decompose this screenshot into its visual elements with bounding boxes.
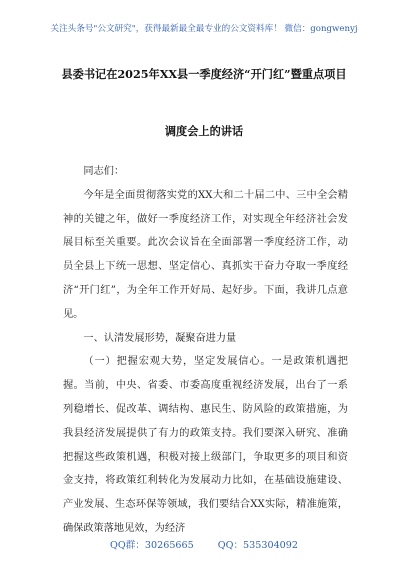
footer-contact bbox=[0, 537, 408, 551]
salutation: 同志们： bbox=[83, 166, 125, 177]
document-body bbox=[63, 160, 348, 541]
header-note: 关注头条号"公文研究"，获得最新最全最专业的公文资料库！ 微信：gongwenyj bbox=[50, 24, 358, 34]
section-heading-1: 一、认清发展形势，凝聚奋进力量 bbox=[83, 332, 237, 344]
document-title-line-2: 调度会上的讲话 bbox=[164, 124, 244, 138]
paragraph-policy: （一）把握宏观大势，坚定发展信心。一是政策机遇把握。当前，中央、省委、市委高度重视经济发展，出台了一系列稳增长、促改革、调结构、惠民生、防风险的政策措施，为我县经济发展提供了有力的政策支持。我们要深入研究、准确把握这些政策机遇，积极对接上级部门，争取更多的项目和资金支持，将政策红利转化为发展动力比如，在基础设施建设、产业发展、生态环保等领域，我们要结合XX实际，精准施策，确保政策落地见效，为经济 bbox=[63, 356, 348, 534]
paragraph-intro: 今年是全面贯彻落实党的XX大和二十届二中、三中全会精神的关键之年，做好一季度经济工作，对实现全年经济社会发展目标至关重要。此次会议旨在全面部署一季度经济工作，动员全县上下统一思想、坚定信心、真抓实干奋力夺取一季度经济“开门红”，为全年工作开好局、起好步。下面，我讲几点意见。 bbox=[63, 189, 348, 320]
document-title-line-1: 县委书记在2025年XX县一季度经济“开门红”暨重点项目 bbox=[61, 67, 347, 81]
footer-qq: QQ：535304092 bbox=[217, 540, 298, 551]
footer-qq-group: QQ群：30265665 bbox=[109, 540, 194, 551]
